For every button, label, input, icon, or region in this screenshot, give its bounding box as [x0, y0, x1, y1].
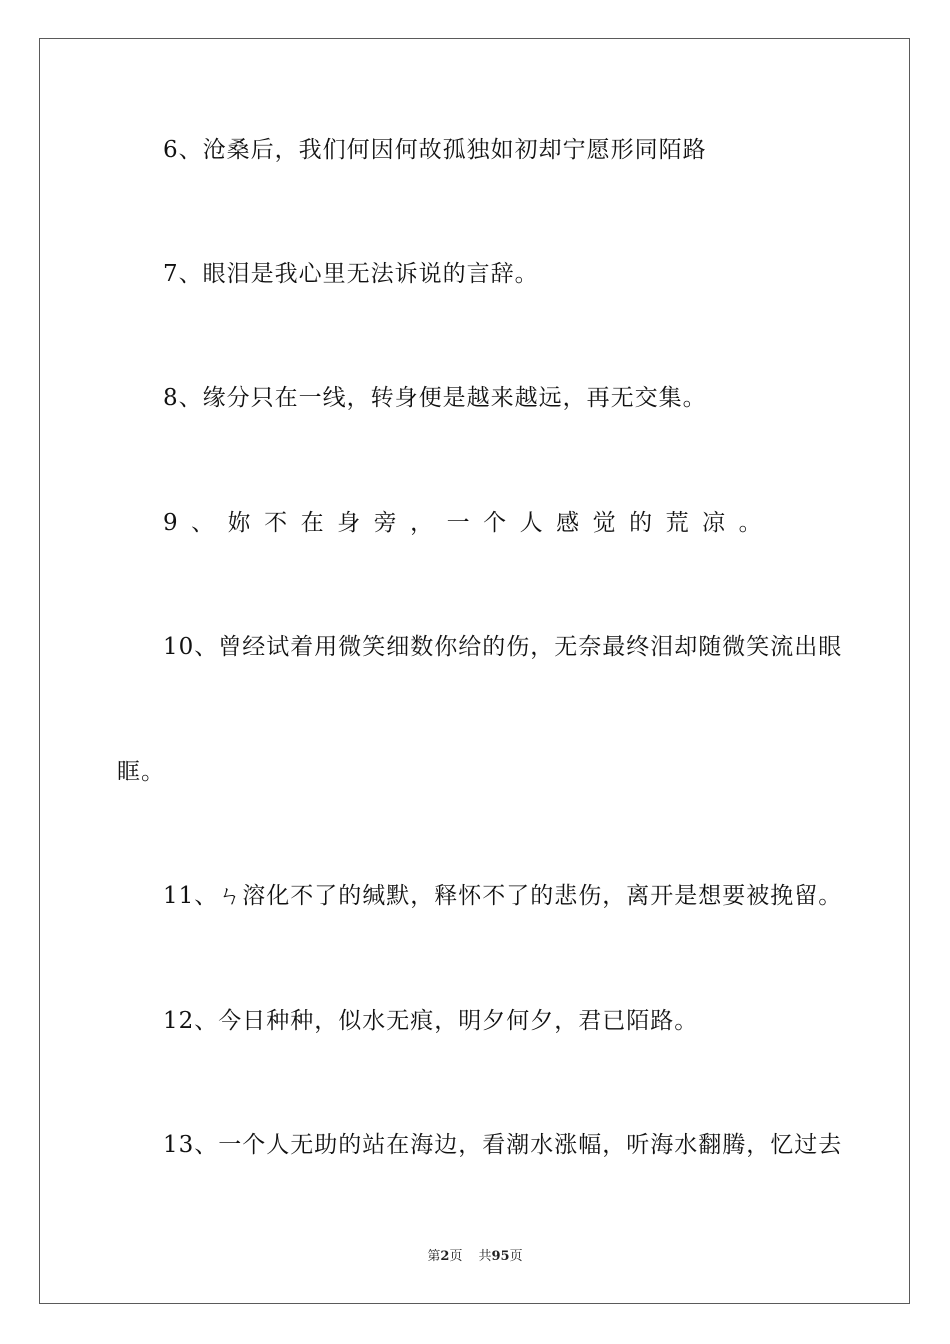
text-line-11: 11、ㄣ溶化不了的缄默，释怀不了的悲伤，离开是想要被挽留。 [163, 883, 843, 909]
text-line-6: 6、沧桑后，我们何因何故孤独如初却宁愿形同陌路 [163, 137, 707, 163]
text-line-7: 7、眼泪是我心里无法诉说的言辞。 [163, 261, 539, 287]
page-border [39, 38, 910, 1304]
total-suffix: 页 [509, 1249, 523, 1264]
page-prefix: 第 [427, 1249, 441, 1264]
text-line-9: 9、妳不在身旁，一个人感觉的荒凉。 [163, 510, 776, 536]
text-line-13: 13、一个人无助的站在海边，看潮水涨幅，听海水翻腾，忆过去 [163, 1132, 843, 1158]
total-pages: 95 [491, 1249, 510, 1264]
page-footer [0, 1248, 950, 1266]
total-prefix: 共 [478, 1249, 492, 1264]
text-line-10-continued: 眶。 [117, 759, 165, 785]
text-line-12: 12、今日种种，似水无痕，明夕何夕，君已陌路。 [163, 1008, 699, 1034]
text-line-8: 8、缘分只在一线，转身便是越来越远，再无交集。 [163, 385, 707, 411]
page-suffix: 页 [449, 1249, 463, 1264]
text-line-10: 10、曾经试着用微笑细数你给的伤，无奈最终泪却随微笑流出眼 [163, 634, 843, 660]
page-number: 2 [440, 1249, 450, 1264]
